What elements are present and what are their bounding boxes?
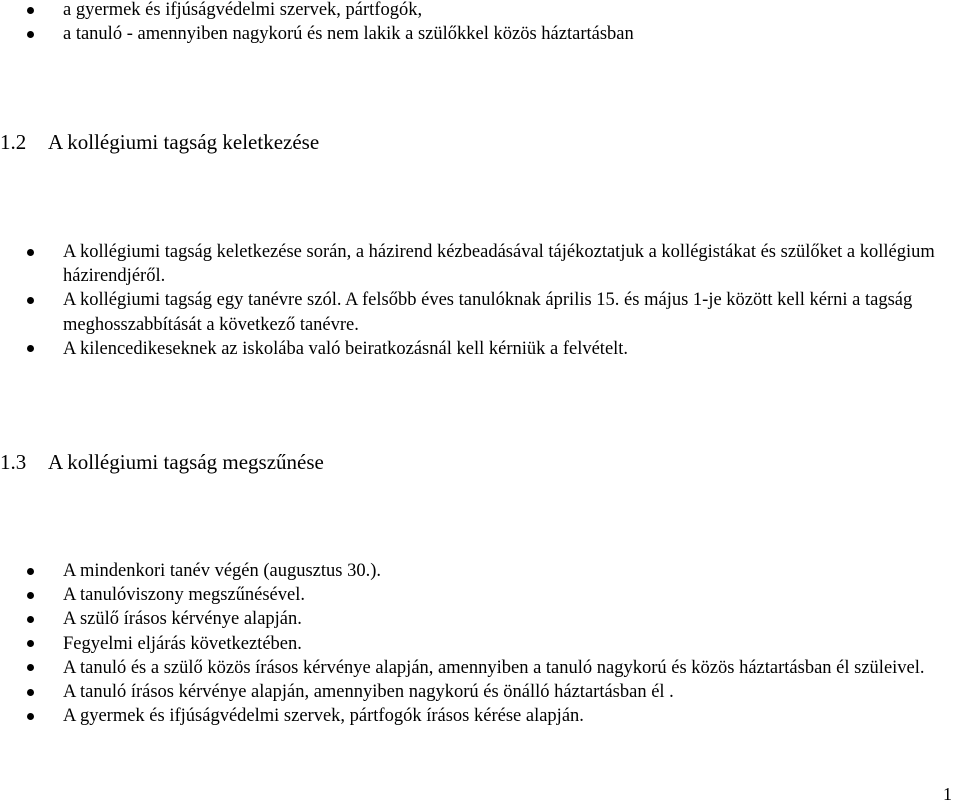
top-bullet-list	[0, 0, 960, 46]
list-item-text: A tanuló írásos kérvénye alapján, amennyiben nagykorú és önálló háztartásban él .	[63, 682, 674, 703]
list-item-text: A kilencedikeseknek az iskolába való beiratkozásnál kell kérniük a felvételt.	[63, 338, 629, 359]
bullet-icon	[27, 297, 34, 304]
list-item	[0, 607, 960, 631]
list-item-text: A szülő írásos kérvénye alapján.	[63, 609, 302, 630]
bullet-icon	[27, 249, 34, 256]
bullet-icon	[27, 713, 34, 720]
list-item-text: A tanuló és a szülő közös írásos kérvénye alapján, amennyiben a tanuló nagykorú és közös háztartásban él szüleivel.	[63, 657, 925, 678]
list-item	[0, 240, 960, 288]
list-item-text: A tanulóviszony megszűnésével.	[63, 585, 305, 606]
list-item	[0, 680, 960, 704]
list-item-text: Fegyelmi eljárás következtében.	[63, 633, 302, 654]
section-number: 1.3	[0, 450, 27, 474]
section-heading-1-3	[0, 449, 324, 475]
bullet-icon	[27, 616, 34, 623]
section-1-2-list	[0, 240, 960, 361]
page-number: 1	[943, 784, 952, 804]
section-title: A kollégiumi tagság megszűnése	[48, 450, 324, 474]
list-item	[0, 288, 960, 336]
bullet-icon	[27, 689, 34, 696]
section-heading-1-2	[0, 129, 319, 155]
list-item-text: A gyermek és ifjúságvédelmi szervek, pártfogók írásos kérése alapján.	[63, 706, 584, 727]
list-item-text: A mindenkori tanév végén (augusztus 30.).	[63, 561, 382, 581]
section-title: A kollégiumi tagság keletkezése	[48, 130, 320, 154]
list-item	[0, 559, 960, 583]
list-item-text: a gyermek és ifjúságvédelmi szervek, pártfogók,	[63, 0, 423, 20]
bullet-icon	[27, 31, 34, 38]
bullet-icon	[27, 345, 34, 352]
list-item	[0, 337, 960, 361]
list-item	[0, 656, 960, 680]
bullet-icon	[27, 7, 34, 14]
list-item	[0, 22, 960, 46]
list-item-text: A kollégiumi tagság egy tanévre szól. A felsőbb éves tanulóknak április 15. és május 1-je között kell kérni a tagság meghosszabbítását a következő tanévre.	[63, 290, 913, 335]
list-item-text: A kollégiumi tagság keletkezése során, a házirend kézbeadásával tájékoztatjuk a kollégistákat és szülőket a kollégium házirendjéről.	[63, 242, 935, 287]
list-item	[0, 583, 960, 607]
bullet-icon	[27, 568, 34, 575]
bullet-icon	[27, 664, 34, 671]
list-item-text: a tanuló - amennyiben nagykorú és nem lakik a szülőkkel közös háztartásban	[63, 24, 634, 45]
list-item	[0, 704, 960, 728]
list-item	[0, 0, 960, 22]
section-number: 1.2	[0, 130, 27, 154]
bullet-icon	[27, 640, 34, 647]
section-1-3-list	[0, 559, 960, 728]
bullet-icon	[27, 592, 34, 599]
list-item	[0, 632, 960, 656]
